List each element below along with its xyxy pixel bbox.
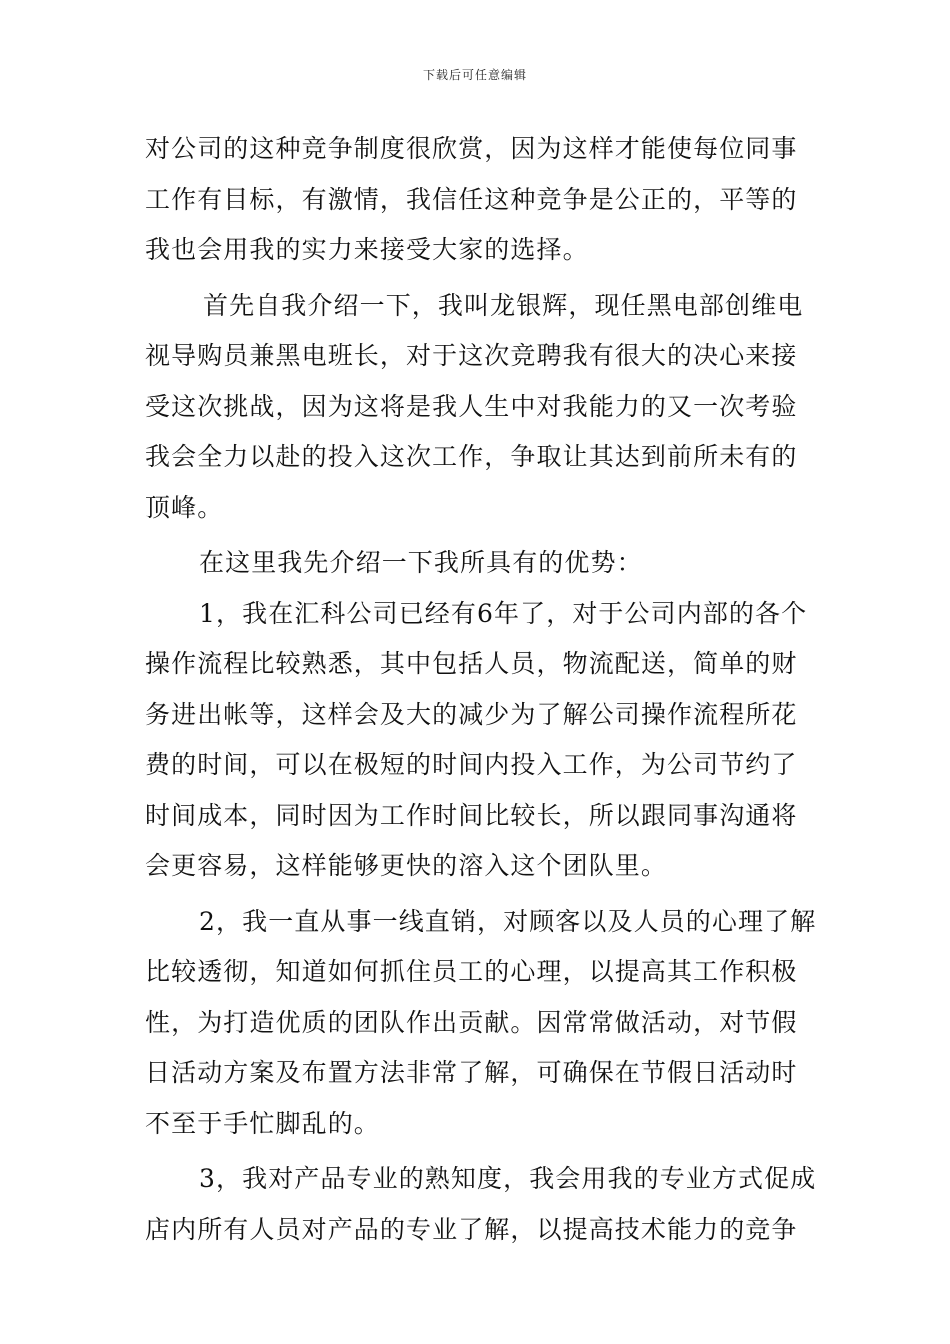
text-line: 受这次挑战，因为这将是我人生中对我能力的又一次考验	[145, 391, 798, 421]
text-line: 不至于手忙脚乱的。	[145, 1108, 380, 1138]
list-item-first-line: 2，我一直从事一线直销，对顾客以及人员的心理了解	[199, 906, 817, 936]
text-line: 会更容易，这样能够更快的溶入这个团队里。	[145, 851, 668, 880]
text-line: 费的时间，可以在极短的时间内投入工作，为公司节约了	[145, 750, 798, 779]
text-line: 店内所有人员对产品的专业了解，以提高技术能力的竞争	[145, 1214, 798, 1244]
text-line: 工作有目标，有激情，我信任这种竞争是公正的，平等的	[145, 184, 798, 214]
text-line: 我会全力以赴的投入这次工作，争取让其达到前所未有的	[145, 442, 798, 471]
text-line: 对公司的这种竞争制度很欣赏，因为这样才能使每位同事	[145, 134, 798, 163]
text-line: 性，为打造优质的团队作出贡献。因常常做活动，对节假	[145, 1007, 798, 1037]
text-line: 视导购员兼黑电班长，对于这次竞聘我有很大的决心来接	[145, 341, 798, 370]
paragraph-first-line: 在这里我先介绍一下我所具有的优势：	[199, 548, 643, 577]
document-body	[145, 124, 817, 1255]
text-line: 时间成本，同时因为工作时间比较长，所以跟同事沟通将	[145, 800, 798, 830]
text-line: 日活动方案及布置方法非常了解，可确保在节假日活动时	[145, 1058, 798, 1087]
paragraph-first-line: 首先自我介绍一下，我叫龙银辉，现任黑电部创维电	[203, 290, 804, 320]
header-note: 下载后可任意编辑	[422, 68, 527, 82]
list-item-first-line: 1，我在汇科公司已经有6年了，对于公司内部的各个	[199, 598, 808, 628]
text-line: 顶峰。	[145, 492, 224, 522]
list-item-first-line: 3，我对产品专业的熟知度，我会用我的专业方式促成	[199, 1164, 817, 1193]
text-line: 我也会用我的实力来接受大家的选择。	[145, 235, 589, 264]
text-line: 操作流程比较熟悉，其中包括人员，物流配送，简单的财	[145, 649, 798, 678]
text-line: 比较透彻，知道如何抓住员工的心理，以提高其工作积极	[145, 957, 798, 986]
text-line: 务进出帐等，这样会及大的减少为了解公司操作流程所花	[145, 699, 798, 729]
